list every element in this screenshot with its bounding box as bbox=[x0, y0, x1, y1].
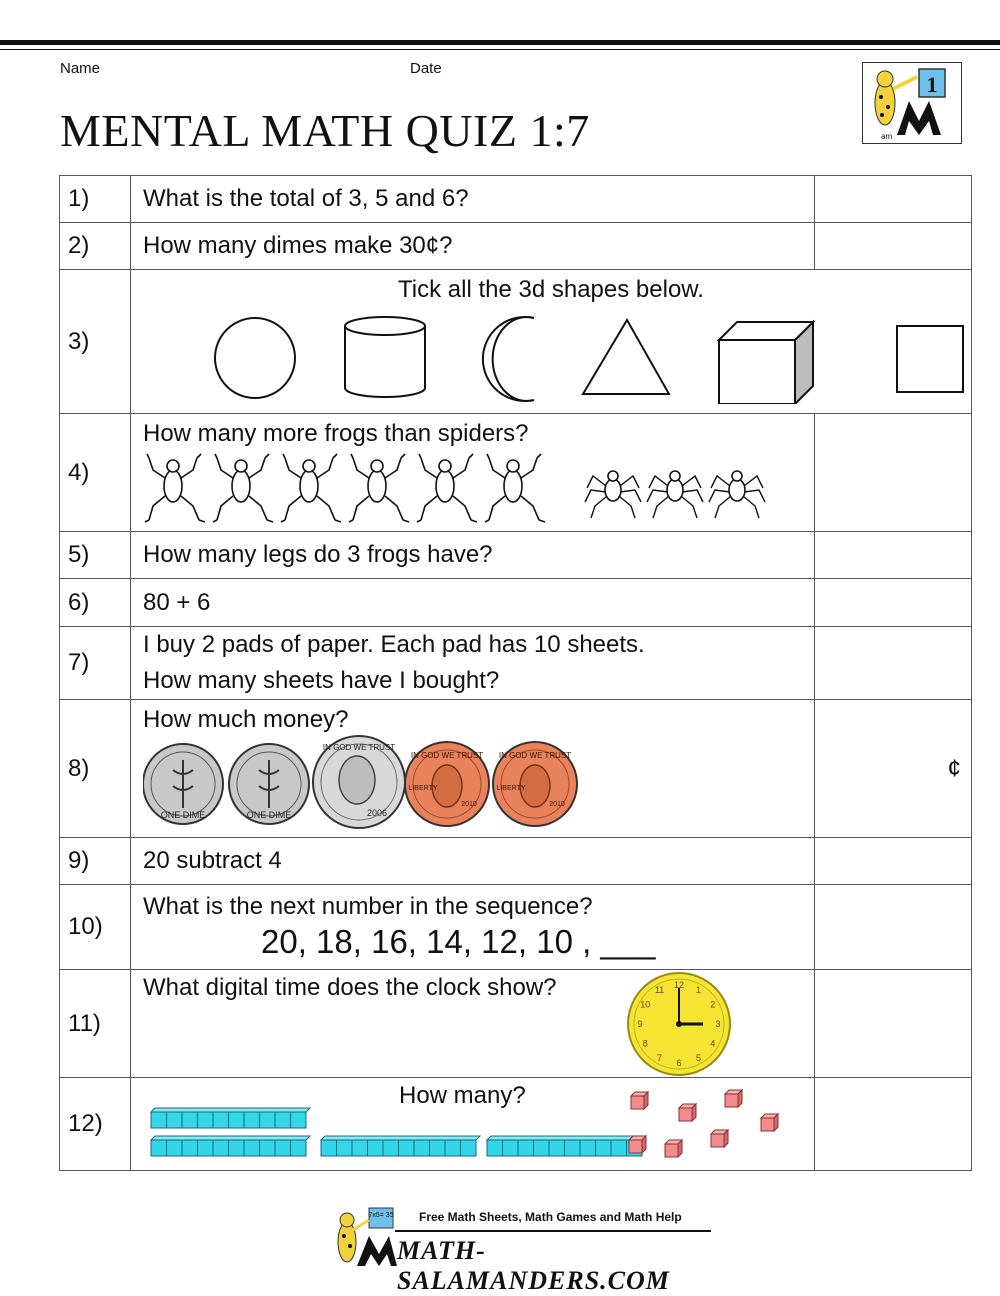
tens-rod bbox=[487, 1136, 646, 1156]
question-row-5 bbox=[60, 532, 972, 579]
penny-coin-icon bbox=[493, 742, 577, 826]
question-text: Tick all the 3d shapes below. bbox=[398, 276, 704, 303]
question-row-11 bbox=[60, 970, 972, 1078]
question-text-line-1: I buy 2 pads of paper. Each pad has 10 sheets. bbox=[143, 631, 645, 658]
svg-text:ONE DIME: ONE DIME bbox=[246, 810, 292, 820]
salamander-logo bbox=[862, 62, 962, 144]
clock-number: 9 bbox=[637, 1019, 643, 1029]
ones-cube bbox=[665, 1140, 682, 1157]
answer-box-11[interactable] bbox=[815, 970, 972, 1078]
clock-number: 11 bbox=[654, 985, 665, 996]
question-text: What digital time does the clock show? bbox=[143, 974, 557, 1001]
footer-tagline: Free Math Sheets, Math Games and Math Help bbox=[419, 1210, 682, 1224]
clock-number: 2 bbox=[710, 999, 716, 1010]
frog-icon bbox=[349, 454, 409, 522]
question-text: What is the next number in the sequence? bbox=[143, 893, 593, 920]
question-row-9 bbox=[60, 838, 972, 885]
question-number: 9) bbox=[60, 838, 131, 885]
question-number: 1) bbox=[60, 176, 131, 223]
question-number: 3) bbox=[60, 270, 131, 414]
base-ten-blocks bbox=[131, 1078, 781, 1170]
number-sequence: 20, 18, 16, 14, 12, 10 , ___ bbox=[261, 923, 656, 960]
shapes-row bbox=[131, 304, 971, 404]
cylinder-shape[interactable] bbox=[345, 317, 425, 397]
nickel-coin-icon bbox=[313, 736, 405, 828]
frog-icon bbox=[213, 454, 273, 522]
top-rule-thin bbox=[0, 49, 1000, 50]
question-text: How many? bbox=[399, 1082, 526, 1109]
clock-number: 3 bbox=[715, 1019, 721, 1029]
footer-brand[interactable]: MATH-SALAMANDERS.COM bbox=[397, 1236, 670, 1295]
question-row-2 bbox=[60, 223, 972, 270]
clock-number: 12 bbox=[673, 980, 685, 990]
answer-box-8[interactable] bbox=[815, 700, 972, 838]
question-text: How much money? bbox=[143, 706, 349, 733]
answer-box-7[interactable] bbox=[815, 627, 972, 700]
tens-rod bbox=[321, 1136, 480, 1156]
cents-unit: ¢ bbox=[947, 754, 961, 782]
triangle-shape[interactable] bbox=[583, 320, 669, 394]
svg-text:2010: 2010 bbox=[549, 801, 565, 808]
frog-icon bbox=[485, 454, 545, 522]
question-row-10 bbox=[60, 885, 972, 970]
question-text: What is the total of 3, 5 and 6? bbox=[131, 176, 815, 223]
svg-text:LIBERTY: LIBERTY bbox=[496, 785, 526, 792]
salamander-icon bbox=[325, 1206, 397, 1268]
answer-box-9[interactable] bbox=[815, 838, 972, 885]
penny-coin-icon bbox=[405, 742, 489, 826]
svg-text:ONE DIME: ONE DIME bbox=[160, 810, 206, 820]
question-number: 12) bbox=[60, 1078, 131, 1171]
tens-rod bbox=[151, 1136, 310, 1156]
question-number: 6) bbox=[60, 579, 131, 627]
ones-cube bbox=[679, 1104, 696, 1121]
svg-text:IN GOD WE TRUST: IN GOD WE TRUST bbox=[410, 751, 484, 760]
question-text: 20 subtract 4 bbox=[131, 838, 815, 885]
coins-picture bbox=[143, 734, 603, 830]
spider-icon bbox=[585, 471, 641, 518]
clock-number: 5 bbox=[695, 1052, 702, 1063]
question-row-8 bbox=[60, 700, 972, 838]
cube-shape[interactable] bbox=[719, 322, 813, 404]
answer-box-2[interactable] bbox=[815, 223, 972, 270]
top-rule bbox=[0, 40, 1000, 45]
question-text: How many legs do 3 frogs have? bbox=[131, 532, 815, 579]
question-number: 8) bbox=[60, 700, 131, 838]
spider-icon bbox=[647, 471, 703, 518]
answer-box-1[interactable] bbox=[815, 176, 972, 223]
question-number: 11) bbox=[60, 970, 131, 1078]
ones-cube bbox=[629, 1136, 646, 1153]
question-row-1 bbox=[60, 176, 972, 223]
question-number: 4) bbox=[60, 414, 131, 532]
question-text: How many dimes make 30¢? bbox=[131, 223, 815, 270]
ones-cube bbox=[725, 1090, 742, 1107]
ones-cube bbox=[711, 1130, 728, 1147]
dime-coin-icon bbox=[229, 744, 309, 824]
tens-rod bbox=[151, 1108, 310, 1128]
answer-box-10[interactable] bbox=[815, 885, 972, 970]
answer-box-4[interactable] bbox=[815, 414, 972, 532]
ones-cube bbox=[631, 1092, 648, 1109]
answer-box-5[interactable] bbox=[815, 532, 972, 579]
question-text: 80 + 6 bbox=[131, 579, 815, 627]
svg-text:2010: 2010 bbox=[461, 801, 477, 808]
frog-icon bbox=[281, 454, 341, 522]
svg-text:7x5= 35: 7x5= 35 bbox=[368, 1212, 394, 1219]
name-label: Name bbox=[60, 60, 101, 77]
frog-icon bbox=[417, 454, 477, 522]
footer-logo bbox=[325, 1206, 715, 1295]
question-number: 2) bbox=[60, 223, 131, 270]
page-title: MENTAL MATH QUIZ 1:7 bbox=[60, 105, 590, 156]
svg-text:IN GOD WE TRUST: IN GOD WE TRUST bbox=[322, 743, 396, 752]
question-number: 10) bbox=[60, 885, 131, 970]
clock-number: 4 bbox=[710, 1038, 716, 1049]
clock-number: 8 bbox=[642, 1038, 648, 1049]
clock-number: 6 bbox=[676, 1058, 682, 1068]
question-row-4 bbox=[60, 414, 972, 532]
question-row-12 bbox=[60, 1078, 972, 1171]
square-shape[interactable] bbox=[897, 326, 963, 392]
clock-number: 1 bbox=[695, 985, 702, 996]
logo-grade: 1 bbox=[926, 72, 938, 97]
question-row-7 bbox=[60, 627, 972, 700]
question-row-6 bbox=[60, 579, 972, 627]
spider-icon bbox=[709, 471, 765, 518]
question-number: 5) bbox=[60, 532, 131, 579]
crescent-shape[interactable] bbox=[483, 317, 534, 401]
frog-icon bbox=[145, 454, 205, 522]
clock-number: 7 bbox=[656, 1052, 663, 1063]
ones-cube bbox=[761, 1114, 778, 1131]
analog-clock-icon bbox=[623, 972, 735, 1076]
svg-text:IN GOD WE TRUST: IN GOD WE TRUST bbox=[498, 751, 572, 760]
dime-coin-icon bbox=[143, 744, 223, 824]
svg-text:LIBERTY: LIBERTY bbox=[408, 785, 438, 792]
circle-shape[interactable] bbox=[215, 318, 295, 398]
clock-number: 10 bbox=[640, 999, 651, 1010]
question-text: How many more frogs than spiders? bbox=[143, 420, 529, 447]
question-row-3 bbox=[60, 270, 972, 414]
answer-box-12[interactable] bbox=[815, 1078, 972, 1171]
frogs-spiders-picture bbox=[143, 448, 773, 524]
footer-rule bbox=[395, 1230, 711, 1232]
svg-text:2006: 2006 bbox=[366, 808, 388, 818]
quiz-table bbox=[59, 175, 972, 1171]
svg-text:am: am bbox=[881, 132, 893, 141]
question-number: 7) bbox=[60, 627, 131, 700]
question-text-line-2: How many sheets have I bought? bbox=[143, 667, 500, 694]
date-label: Date bbox=[410, 60, 442, 77]
answer-box-6[interactable] bbox=[815, 579, 972, 627]
